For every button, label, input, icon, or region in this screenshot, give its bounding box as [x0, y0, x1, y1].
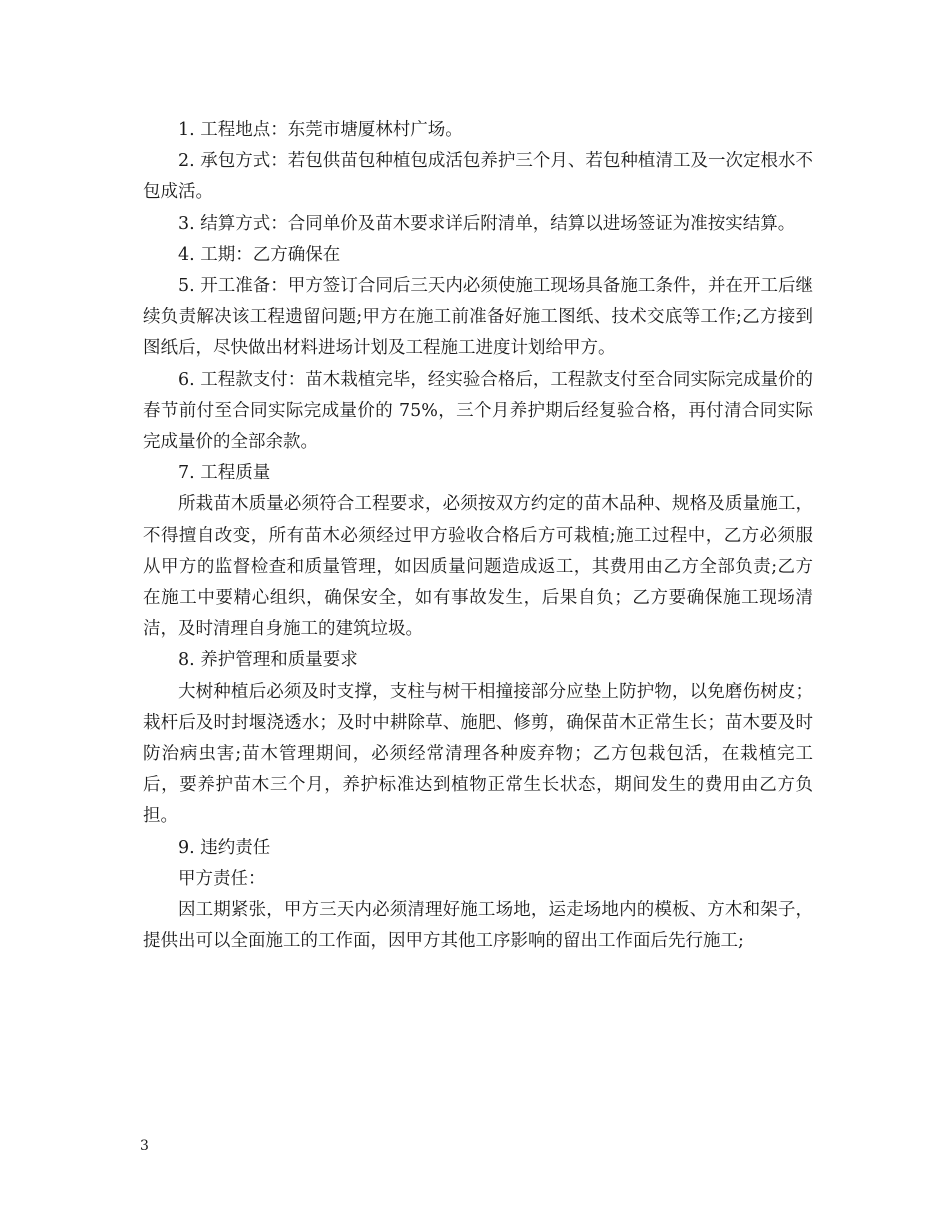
- paragraph-contract-method: 2. 承包方式：若包供苗包种植包成活包养护三个月、若包种植清工及一次定根水不包成活。: [143, 151, 813, 203]
- section-heading-liability: 9. 违约责任: [178, 837, 271, 858]
- document-body: [143, 115, 813, 957]
- paragraph-quality-requirements: 所栽苗木质量必须符合工程要求，必须按双方约定的苗木品种、规格及质量施工，不得擅自改变，所有苗木必须经过甲方验收合格后方可栽植;施工过程中，乙方必须服从甲方的监督检查和质量管理，如因质量问题造成返工，其费用由乙方全部负责;乙方在施工中要精心组织，确保安全，如有事故发生，后果自负；乙方要确保施工现场清洁，及时清理自身施工的建筑垃圾。: [143, 494, 813, 640]
- paragraph-start-preparation: 5. 开工准备：甲方签订合同后三天内必须使施工现场具备施工条件，并在开工后继续负责解决该工程遗留问题;甲方在施工前准备好施工图纸、技术交底等工作;乙方接到图纸后，尽快做出材料进场计划及工程施工进度计划给甲方。: [143, 276, 813, 359]
- paragraph-work-period: 4. 工期：乙方确保在: [178, 244, 341, 265]
- paragraph-maintenance-requirements: 大树种植后必须及时支撑，支柱与树干相撞接部分应垫上防护物，以免磨伤树皮；栽杆后及时封堰浇透水；及时中耕除草、施肥、修剪，确保苗木正常生长；苗木要及时防治病虫害;苗木管理期间，必须经常清理各种废弃物；乙方包栽包活，在栽植完工后，要养护苗木三个月，养护标准达到植物正常生长状态，期间发生的费用由乙方负担。: [143, 681, 813, 827]
- paragraph-party-a-obligation: 因工期紧张，甲方三天内必须清理好施工场地，运走场地内的模板、方木和架子，提供出可以全面施工的工作面，因甲方其他工序影响的留出工作面后先行施工;: [143, 900, 813, 952]
- subheading-party-a-liability: 甲方责任：: [178, 868, 266, 889]
- section-heading-quality: 7. 工程质量: [178, 463, 271, 484]
- paragraph-settlement-method: 3. 结算方式：合同单价及苗木要求详后附清单，结算以进场签证为准按实结算。: [178, 213, 796, 234]
- paragraph-payment: 6. 工程款支付：苗木栽植完毕，经实验合格后，工程款支付至合同实际完成量价的春节前付至合同实际完成量价的 75%，三个月养护期后经复验合格，再付清合同实际完成量价的全部余款。: [143, 369, 813, 453]
- paragraph-work-location: 1. 工程地点：东莞市塘厦林村广场。: [178, 120, 463, 140]
- section-heading-maintenance: 8. 养护管理和质量要求: [178, 650, 358, 671]
- page-number: 3: [140, 1138, 149, 1154]
